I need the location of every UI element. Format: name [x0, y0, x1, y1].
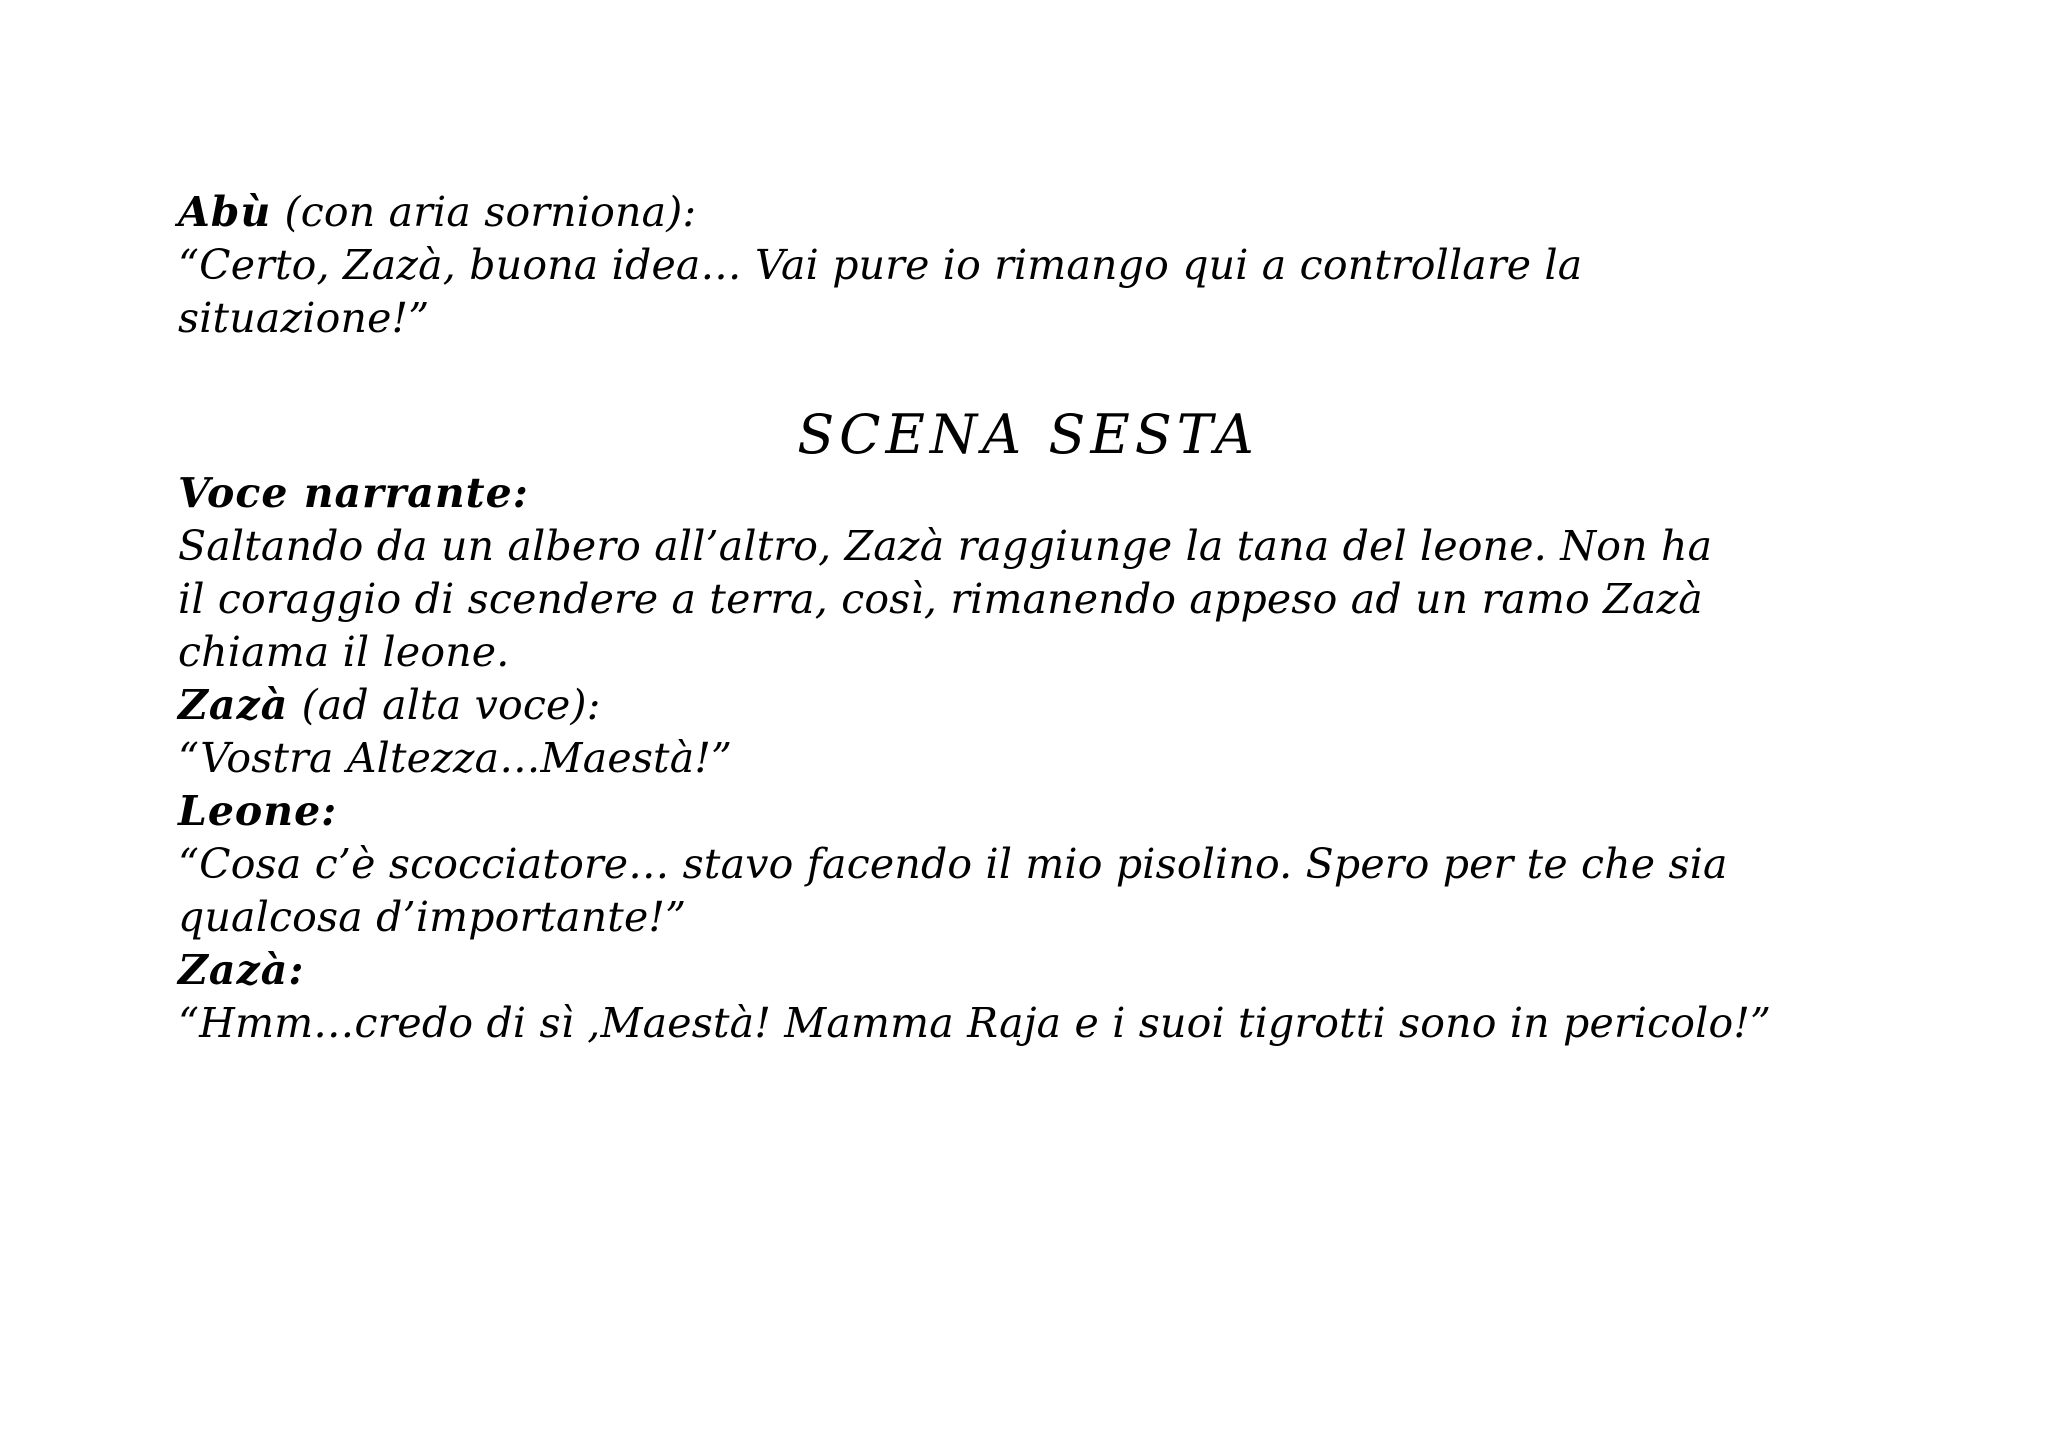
speaker-name-zaza: Zazà	[178, 681, 289, 729]
speaker-name-narrator: Voce narrante:	[178, 469, 529, 517]
narration-line: il coraggio di scendere a terra, così, rimanendo appeso ad un ramo Zazà	[178, 575, 1703, 623]
dialogue-line: “Certo, Zazà, buona idea… Vai pure io rimango qui a controllare la	[178, 241, 1583, 289]
speaker-name-leone: Leone:	[178, 787, 338, 835]
dialogue-line: “Cosa c’è scocciatore… stavo facendo il mio pisolino. Spero per te che sia	[178, 840, 1728, 888]
dialogue-line: “Hmm…credo di sì ,Maestà! Mamma Raja e i suoi tigrotti sono in pericolo!”	[178, 999, 1772, 1047]
zaza-heading	[178, 679, 1938, 732]
abu-heading	[178, 186, 1938, 239]
script-page	[178, 186, 1938, 1050]
dialogue-line: qualcosa d’importante!”	[178, 893, 687, 941]
scene-title: SCENA SESTA	[797, 403, 1259, 466]
zaza-heading-2	[178, 944, 1938, 997]
narration-line: chiama il leone.	[178, 628, 510, 676]
speaker-name-abu: Abù	[178, 188, 272, 236]
dialogue-line: “Vostra Altezza…Maestà!”	[178, 734, 733, 782]
speaker-name-zaza: Zazà:	[178, 946, 305, 994]
stage-direction-zaza: (ad alta voce):	[301, 681, 601, 729]
narrator-heading	[178, 467, 1938, 520]
stage-direction-abu: (con aria sorniona):	[284, 188, 697, 236]
dialogue-line: situazione!”	[178, 294, 430, 342]
narration-line: Saltando da un albero all’altro, Zazà raggiunge la tana del leone. Non ha	[178, 522, 1713, 570]
leone-heading	[178, 785, 1938, 838]
spacer	[178, 345, 1938, 403]
